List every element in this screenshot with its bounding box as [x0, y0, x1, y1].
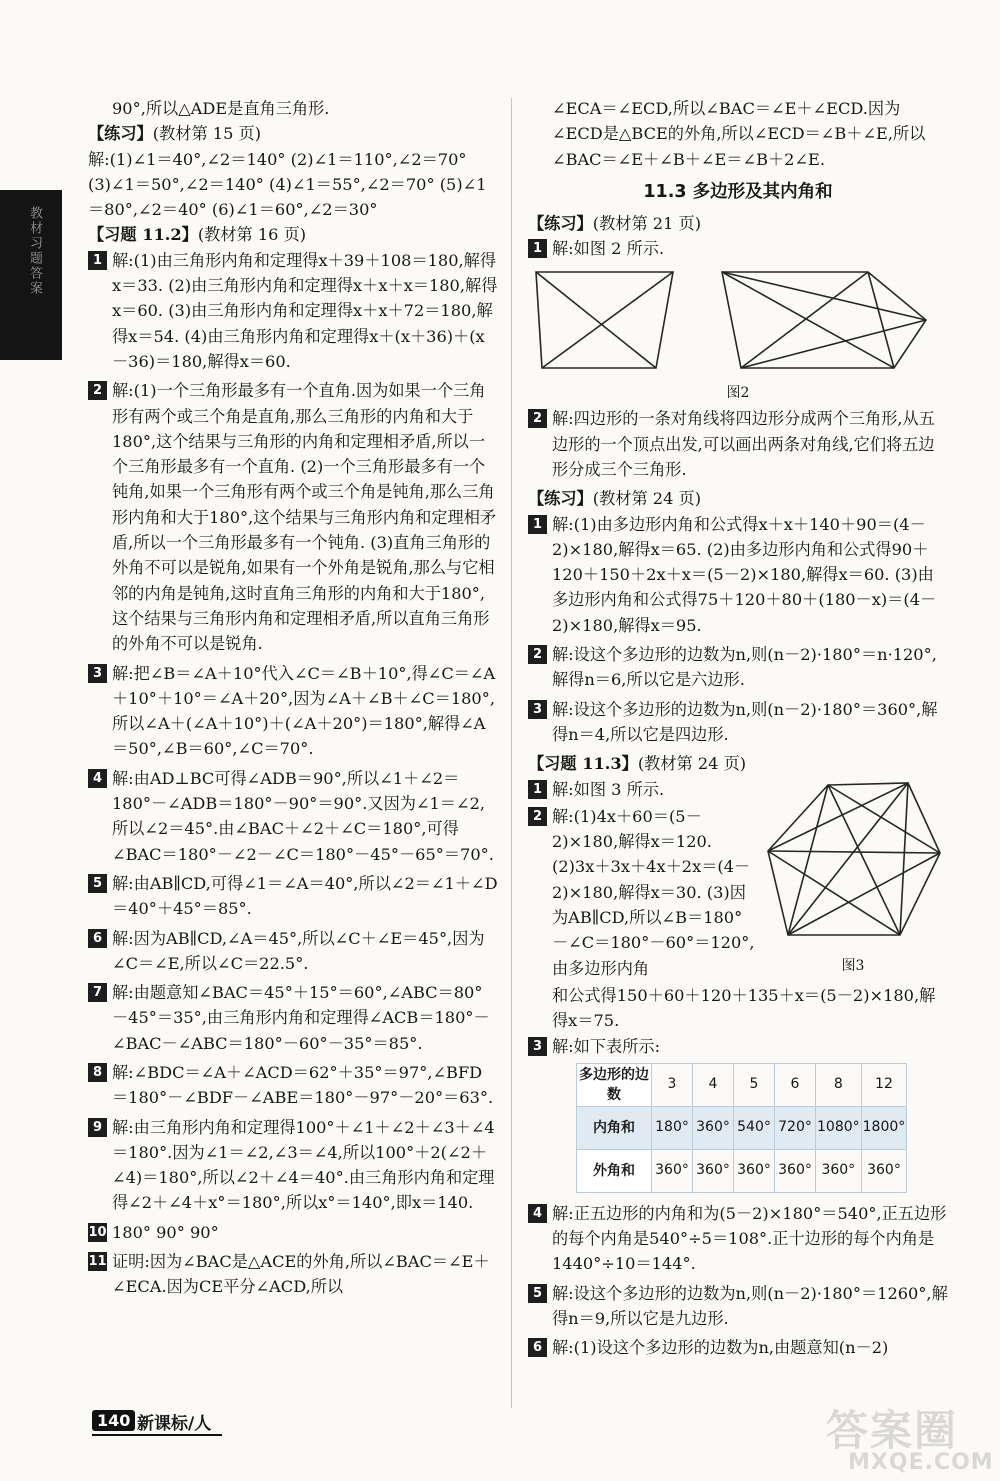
table-header-cell: 内角和 — [577, 1106, 652, 1149]
answer-item: 1 解:如图 3 所示. — [528, 777, 756, 802]
item-number-badge: 1 — [528, 515, 547, 534]
section-title: 11.3 多边形及其内角和 — [643, 181, 833, 202]
answer-item: 9 解:由三角形内角和定理得100°＋∠1＋∠2＋∠3＋∠4＝180°.因为∠1＝∠2,∠3＝∠4,所以100°＋2(∠2＋∠4)＝180°,所以∠2＋∠4＝40°.由三角形内角和定理得∠2＋∠4＋x°＝180°,所以x°＝140°,即x＝140. — [88, 1115, 498, 1216]
table-cell: 720° — [775, 1106, 816, 1149]
pentagon-diagonal — [722, 272, 926, 320]
figure-2-drawing — [528, 264, 948, 374]
pentagon-diagonal — [741, 272, 868, 368]
table-cell: 1080° — [816, 1106, 862, 1149]
practice-heading: 【练习】(教材第 15 页) — [88, 124, 262, 144]
answer-item: 2 解:(1)4x＋60＝(5－2)×180,解得x＝120. (2)3x＋3x＋4x＋2x＝(4－2)×180,解得x＝30. (3)因为AB∥CD,所以∠B＝180°－∠C＝180°－60°＝120°,由多边形内角 — [528, 804, 756, 981]
hexagon-diagonal — [788, 783, 908, 935]
answer-continued: 和公式得150＋60＋120＋135＋x＝(5－2)×180,解得x＝75. — [552, 985, 936, 1031]
item-number-badge: 2 — [528, 807, 547, 826]
practice-heading: 【练习】(教材第 21 页) — [528, 214, 702, 234]
item-number-badge: 3 — [528, 700, 547, 719]
table-cell: 1800° — [861, 1106, 907, 1149]
hexagon-diagonal — [900, 783, 908, 935]
table-cell: 360° — [693, 1149, 734, 1192]
answer-item: 4 解:由AD⊥BC可得∠ADB＝90°,所以∠1＋∠2＝180°－∠ADB＝180°－90°＝90°.又因为∠1＝∠2,所以∠2＝45°.由∠BAC＋∠2＋∠C＝180°,可得∠BAC＝180°－∠2－∠C＝180°－45°－65°＝70°. — [88, 766, 498, 867]
left-column — [88, 96, 498, 1304]
exercise-heading: 【习题 11.2】(教材第 16 页) — [88, 225, 307, 245]
item-number-badge: 11 — [88, 1254, 107, 1270]
continued-text: ∠ECA＝∠ECD,所以∠BAC＝∠E＋∠ECD.因为∠ECD是△BCE的外角,所以∠ECD＝∠B＋∠E,所以∠BAC＝∠E＋∠B＋∠E＝∠B＋2∠E. — [552, 99, 926, 169]
quadrilateral-diagonal — [536, 272, 656, 368]
answer-item: 6 解:(1)设这个多边形的边数为n,由题意知(n－2) — [528, 1335, 948, 1360]
item-number-badge: 8 — [88, 1063, 107, 1082]
table-cell: 540° — [734, 1106, 775, 1149]
table-row — [577, 1106, 907, 1149]
watermark-logo — [826, 1404, 996, 1476]
table-cell: 5 — [734, 1063, 775, 1106]
answer-item: 5 解:由AB∥CD,可得∠1＝∠A＝40°,所以∠2＝∠1＋∠D＝40°＋45°＝85°. — [88, 871, 498, 922]
figure-2-caption: 图2 — [726, 385, 750, 402]
table-header-cell: 多边形的边数 — [577, 1063, 652, 1106]
column-divider — [511, 98, 512, 1408]
figure-3-caption: 图3 — [841, 957, 865, 974]
answer-item: 3 解:如下表所示: — [528, 1034, 948, 1059]
hexagon-diagonal — [788, 853, 940, 935]
pentagon-diagonal — [722, 272, 894, 368]
side-tab-label: 教材习题答案 — [27, 206, 42, 296]
figure-3-drawing — [758, 777, 948, 947]
table-row — [577, 1063, 907, 1106]
answer-item: 8 解:∠BDC＝∠A＋∠ACD＝62°＋35°＝97°,∠BFD＝180°－∠BDF－∠ABE＝180°－97°－20°＝63°. — [88, 1060, 498, 1111]
table-cell: 8 — [816, 1063, 862, 1106]
answer-item: 10 180° 90° 90° — [88, 1222, 219, 1242]
table-cell: 360° — [775, 1149, 816, 1192]
answer-item: 2 解:(1)一个三角形最多有一个直角.因为如果一个三角形有两个或三个角是直角,那么三角形的内角和大于180°,这个结果与三角形的内角和定理相矛盾,所以一个三角形最多有一个直角. (2)一个三角形最多有一个钝角,如果一个三角形有两个或三个角是钝角,那么三角形内角和大于180°,这个结果与三角形内角和定理相矛盾,所以一个三角形最多有一个钝角. (3)直角三角形的外角不可以是锐角,如果有一个外角是锐角,那么与它相邻的内角是钝角,这时直角三角形的内角和大于180°,这个结果与三角形内角和定理相矛盾,所以直角三角形的外角不可以是锐角. — [88, 378, 498, 656]
answer-item: 6 解:因为AB∥CD,∠A＝45°,所以∠C＋∠E＝45°,因为∠C＝∠E,所以∠C＝22.5°. — [88, 926, 498, 977]
item-number-badge: 10 — [88, 1224, 107, 1240]
table-cell: 3 — [652, 1063, 693, 1106]
figure-2 — [528, 264, 948, 407]
right-column — [528, 96, 948, 1365]
exercise-with-figure — [528, 777, 948, 981]
item-number-badge: 6 — [88, 929, 107, 948]
answer-item: 1 解:(1)由三角形内角和定理得x＋39＋108＝180,解得x＝33. (2)由三角形内角和定理得x＋x＋x＝180,解得x＝60. (3)由三角形内角和定理得x＋x＋72＝180,解得x＝54. (4)由三角形内角和定理得x＋(x＋36)＋(x－36)＝180,解得x＝60. — [88, 248, 498, 374]
item-number-badge: 2 — [528, 645, 547, 664]
table-cell: 360° — [861, 1149, 907, 1192]
answer-item: 3 解:设这个多边形的边数为n,则(n－2)·180°＝360°,解得n＝4,所以它是四边形. — [528, 697, 948, 748]
item-number-badge: 3 — [88, 664, 107, 683]
answer-item: 1 解:如图 2 所示. — [528, 236, 948, 261]
table-cell: 4 — [693, 1063, 734, 1106]
table-cell: 360° — [734, 1149, 775, 1192]
watermark-text: 答案圈 — [826, 1406, 959, 1455]
item-number-badge: 2 — [88, 381, 107, 400]
quadrilateral-diagonal — [542, 272, 673, 368]
item-number-badge: 5 — [88, 874, 107, 893]
item-number-badge: 1 — [88, 251, 107, 270]
polygon-angle-table — [576, 1063, 907, 1193]
table-cell: 360° — [816, 1149, 862, 1192]
hexagon-diagonal — [768, 783, 908, 851]
answer-item: 5 解:设这个多边形的边数为n,则(n－2)·180°＝1260°,解得n＝9,所以它是九边形. — [528, 1281, 948, 1332]
table-cell: 180° — [652, 1106, 693, 1149]
item-number-badge: 5 — [528, 1284, 547, 1303]
answer-item: 7 解:由题意知∠BAC＝45°＋15°＝60°,∠ABC＝80°－45°＝35°,由三角形内角和定理得∠ACB＝180°－∠BAC－∠ABC＝180°－60°－35°＝85°. — [88, 980, 498, 1056]
watermark-url: MXQE.COM — [848, 1450, 994, 1475]
item-number-badge: 1 — [528, 239, 547, 258]
answer-item: 2 解:四边形的一条对角线将四边形分成两个三角形,从五边形的一个顶点出发,可以画出两条对角线,它们将五边形分成三个三角形. — [528, 406, 948, 482]
answer-item: 4 解:正五边形的内角和为(5－2)×180°＝540°,正五边形的每个内角是540°÷5＝108°.正十边形的每个内角是1440°÷10＝144°. — [528, 1201, 948, 1277]
practice-heading: 【练习】(教材第 24 页) — [528, 489, 702, 509]
item-number-badge: 7 — [88, 983, 107, 1002]
page-number-badge: 140 — [92, 1410, 135, 1431]
item-number-badge: 4 — [528, 1204, 547, 1223]
item-number-badge: 3 — [528, 1037, 547, 1056]
answer-item: 1 解:(1)由多边形内角和公式得x＋x＋140＋90＝(4－2)×180,解得x＝65. (2)由多边形内角和公式得90＋120＋150＋2x＋x＝(5－2)×180,解得x＝60. (3)由多边形内角和公式得75＋120＋80＋(180－x)＝(4－2)×180,解得x＝95. — [528, 512, 948, 638]
side-tab — [0, 190, 62, 360]
item-number-badge: 2 — [528, 409, 547, 428]
exercise-heading: 【习题 11.3】(教材第 24 页) — [528, 754, 747, 774]
answer-item: 2 解:设这个多边形的边数为n,则(n－2)·180°＝n·120°,解得n＝6,所以它是六边形. — [528, 642, 948, 693]
table-cell: 360° — [652, 1149, 693, 1192]
table-row — [577, 1149, 907, 1192]
table-header-cell: 外角和 — [577, 1149, 652, 1192]
pentagon-diagonal — [868, 272, 894, 368]
pentagon-shape — [722, 272, 926, 368]
figure-3 — [758, 777, 948, 980]
table-cell: 12 — [861, 1063, 907, 1106]
footer-series-label: 新课标/人 — [137, 1414, 212, 1434]
answer-item: 11 证明:因为∠BAC是△ACE的外角,所以∠BAC＝∠E＋∠ECA.因为CE平分∠ACD,所以 — [88, 1252, 490, 1297]
continued-text: 90°,所以△ADE是直角三角形. — [112, 99, 330, 118]
answer-item: 3 解:把∠B＝∠A＋10°代入∠C＝∠B＋10°,得∠C＝∠A＋10°＋10°＝∠A＋20°,因为∠A＋∠B＋∠C＝180°,所以∠A＋(∠A＋10°)＋(∠A＋20°)＝180°,解得∠A＝50°,∠B＝60°,∠C＝70°. — [88, 661, 498, 762]
item-number-badge: 1 — [528, 780, 547, 799]
table-cell: 6 — [775, 1063, 816, 1106]
item-number-badge: 9 — [88, 1118, 107, 1137]
table-cell: 360° — [693, 1106, 734, 1149]
practice-answers: 解:(1)∠1＝40°,∠2＝140° (2)∠1＝110°,∠2＝70° (3)∠1＝50°,∠2＝140° (4)∠1＝55°,∠2＝70° (5)∠1＝80°,∠2＝40° (6)∠1＝60°,∠2＝30° — [88, 149, 487, 220]
item-number-badge: 4 — [88, 769, 107, 788]
item-number-badge: 6 — [528, 1338, 547, 1357]
footer-rule — [92, 1434, 222, 1436]
